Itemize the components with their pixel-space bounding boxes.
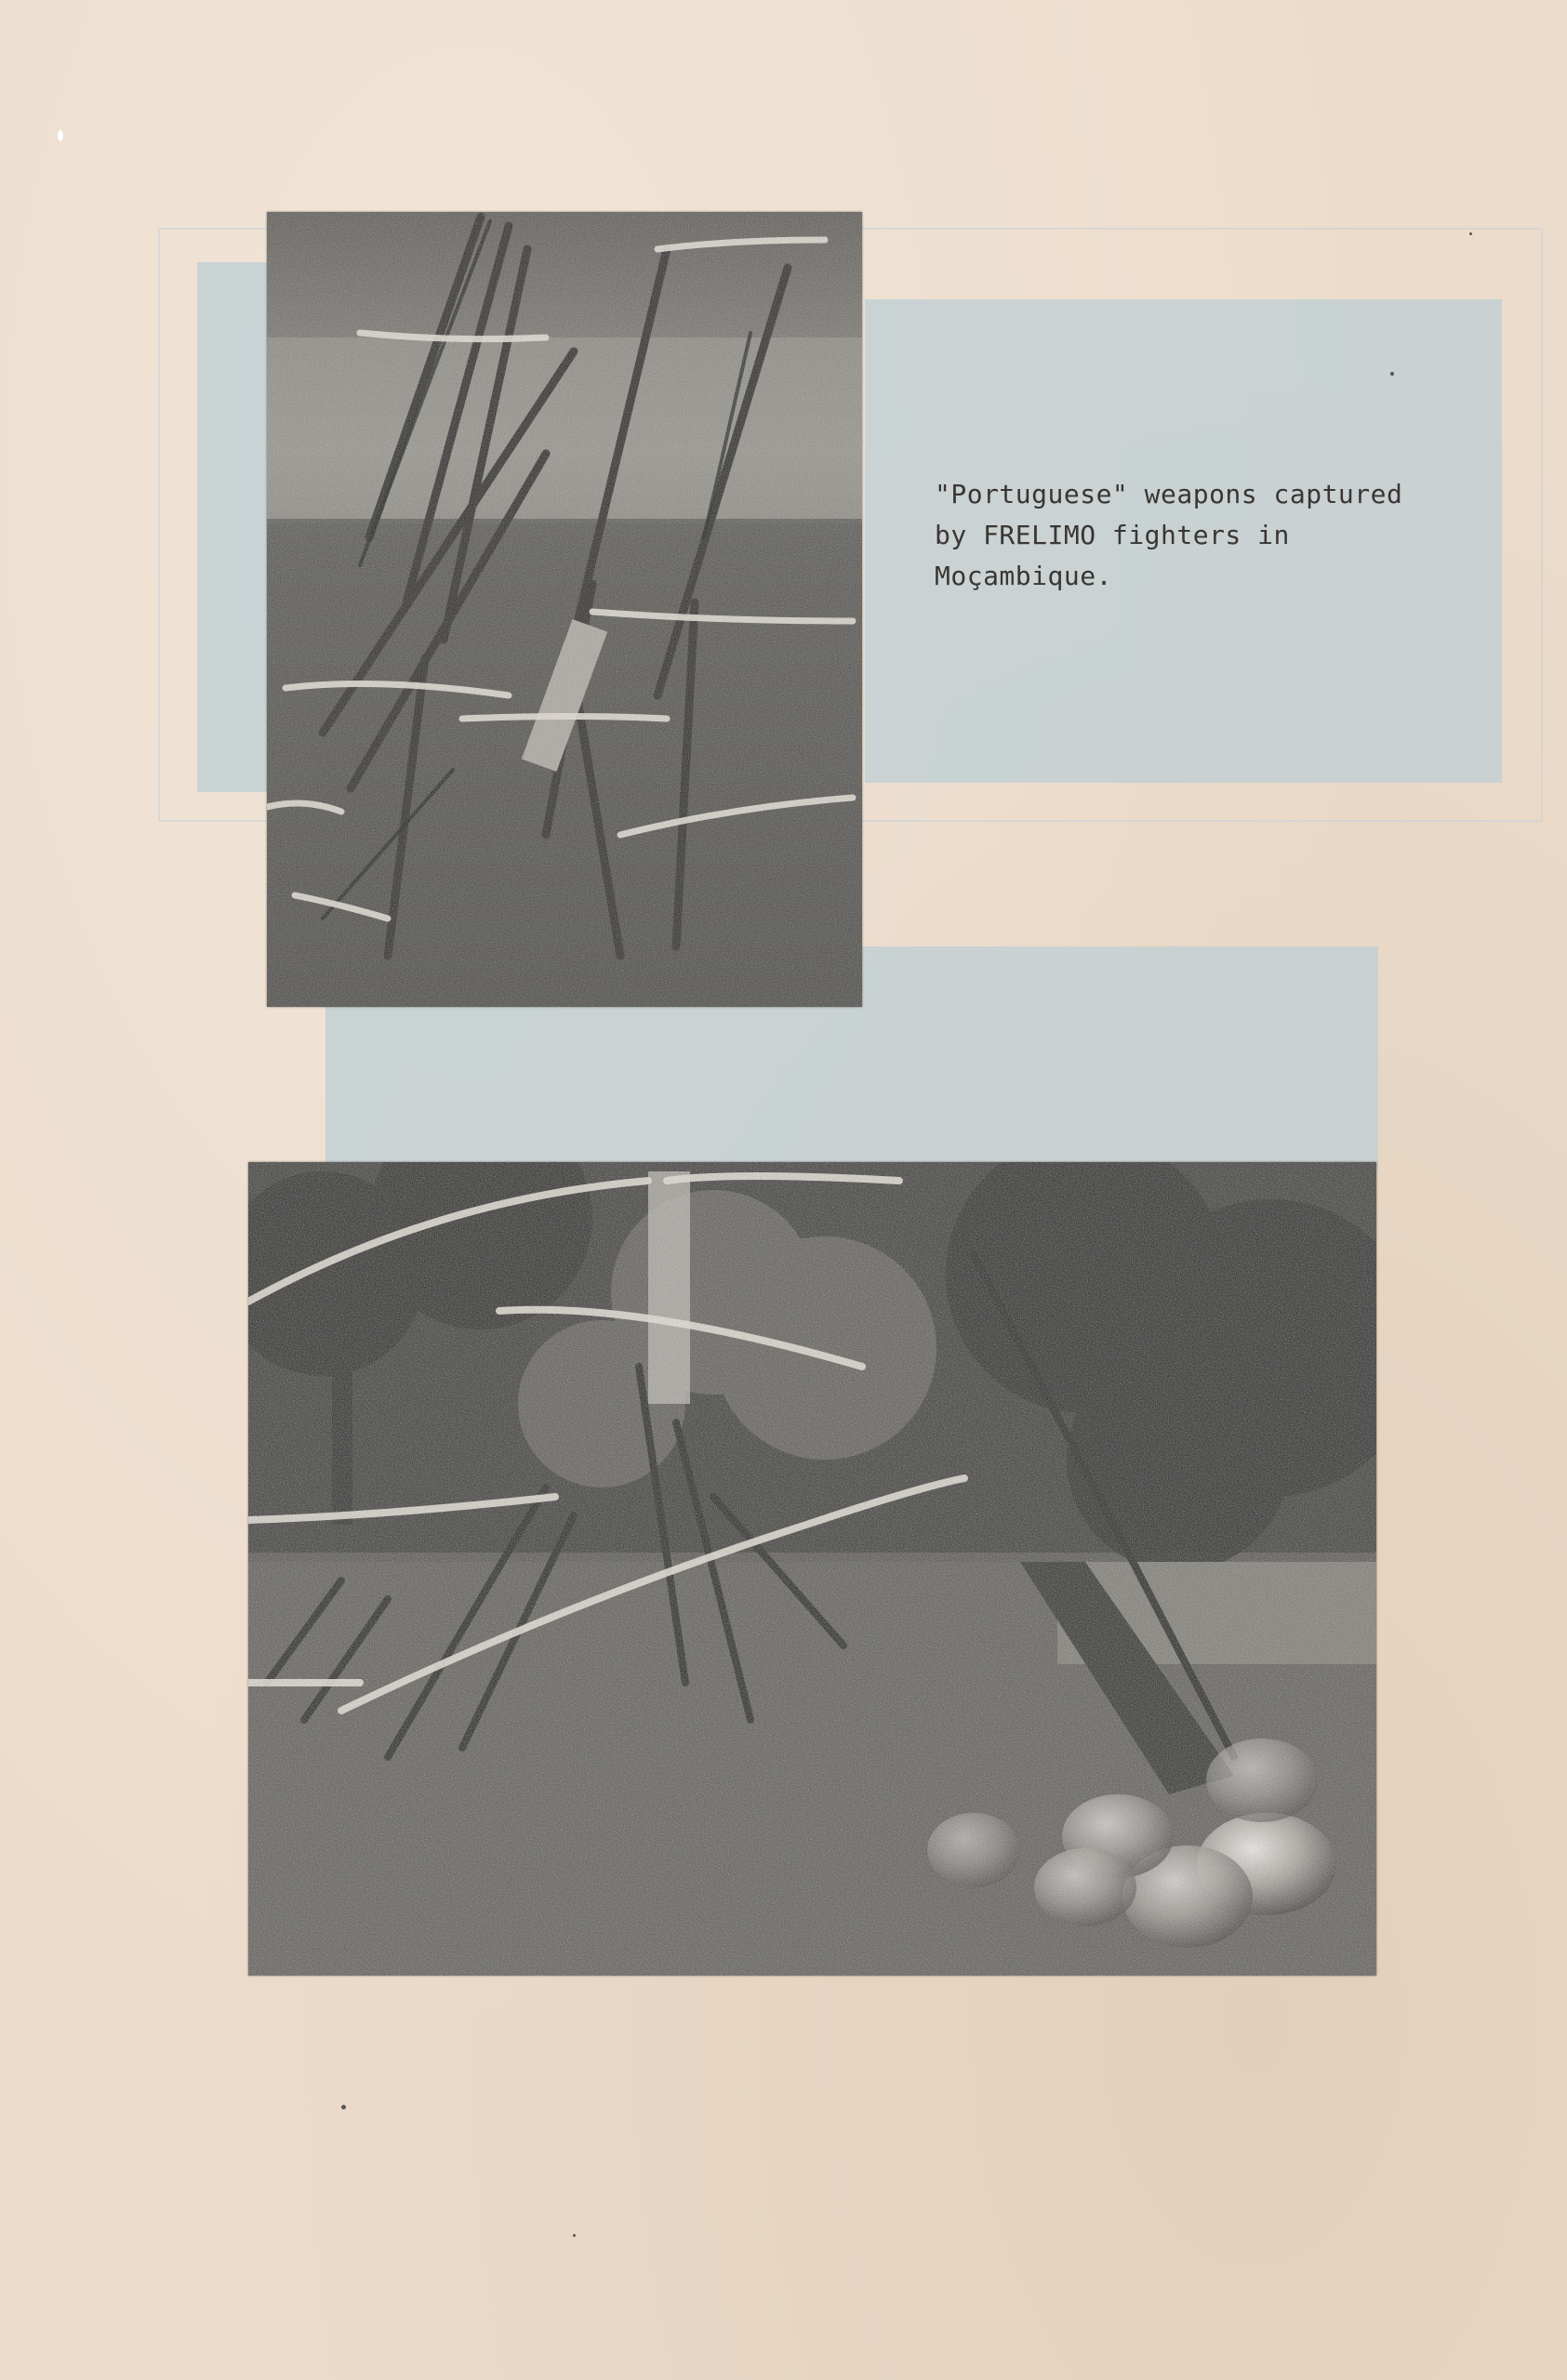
photo-captured-weapons-top [267, 212, 862, 1007]
paper-speck [573, 2234, 576, 2237]
paper-speck [1390, 372, 1394, 376]
paper-speck [1469, 232, 1472, 235]
caption-line-1: "Portuguese" weapons captured [935, 479, 1403, 509]
caption-line-3: Moçambique. [935, 561, 1112, 591]
caption-line-2: by FRELIMO fighters in [935, 520, 1290, 550]
photo-captured-weapons-bottom [248, 1162, 1376, 1976]
paper-speck [341, 2105, 346, 2109]
photo-caption [935, 474, 1455, 597]
paper-speck [58, 130, 63, 141]
